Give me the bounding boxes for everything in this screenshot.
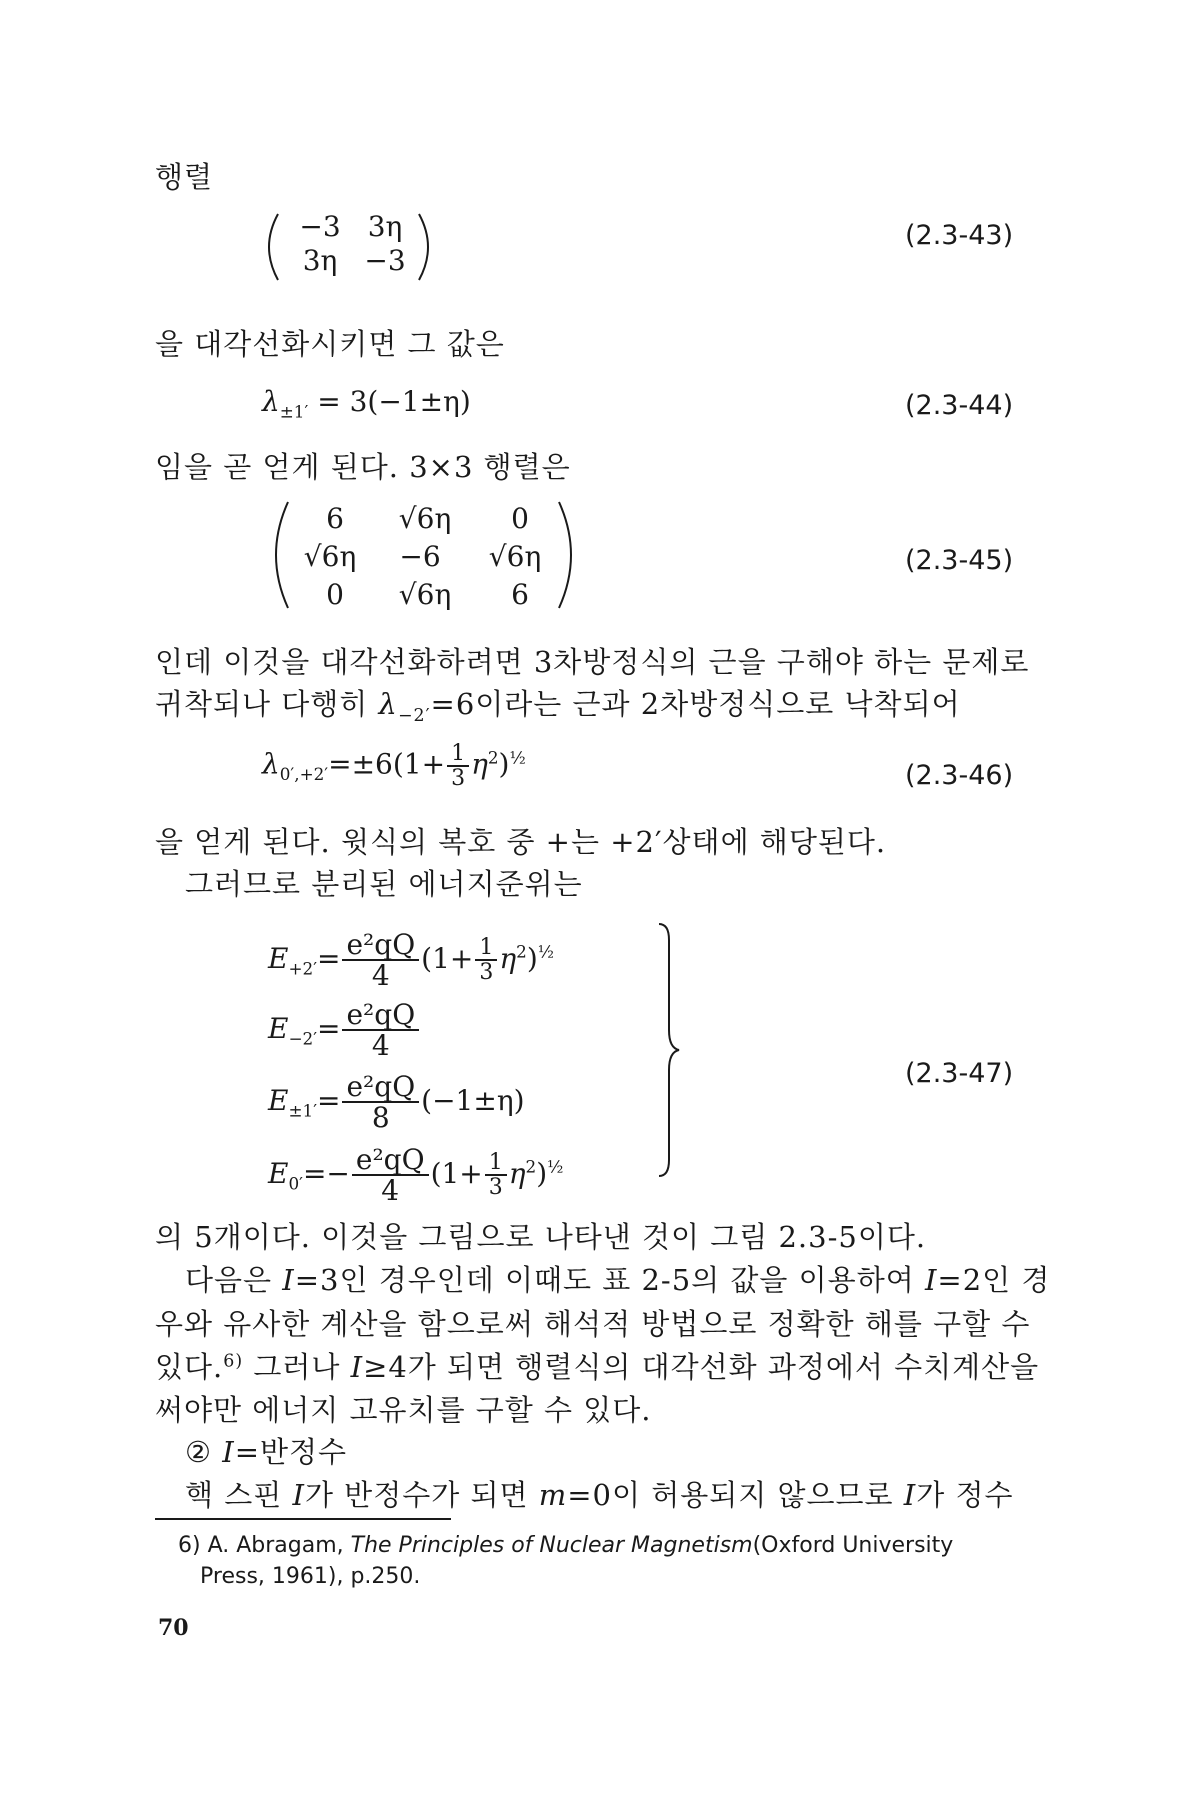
- text-line: [155, 1345, 1039, 1386]
- var: I: [903, 1478, 917, 1512]
- fraction: [475, 936, 497, 984]
- equation-2-3-46: [262, 742, 526, 790]
- denominator: 4: [371, 1029, 390, 1063]
- matrix-cell: −3: [364, 244, 406, 277]
- text-line: 우와 유사한 계산을 함으로써 해석적 방법으로 정확한 해를 구할 수: [155, 1307, 1031, 1341]
- tail: (−1±η): [421, 1083, 525, 1117]
- superscript: 2: [516, 941, 527, 962]
- subscript: ±1′: [279, 401, 309, 422]
- var: η: [471, 747, 488, 781]
- var: E: [268, 941, 289, 975]
- denominator: 4: [371, 959, 390, 993]
- numerator: e²qQ: [342, 1000, 419, 1031]
- var: η: [499, 941, 517, 975]
- matrix-cell: √6η: [488, 540, 542, 573]
- text-line: [185, 1258, 1050, 1299]
- energy-level-e-minus2: [268, 1000, 421, 1061]
- book-title: The Principles of Nuclear Magnetism: [350, 1533, 753, 1558]
- subscript: 0′: [288, 1173, 303, 1194]
- equals: =: [317, 941, 341, 975]
- rhs: =±6(1+: [328, 747, 446, 781]
- subscript: ±1′: [288, 1100, 318, 1121]
- text-span: =반정수: [234, 1435, 348, 1469]
- energy-level-e-pm1: [268, 1072, 525, 1133]
- text-span: 귀착되나 다행히: [155, 687, 379, 721]
- var: I: [350, 1350, 364, 1384]
- denominator: 3: [479, 960, 494, 986]
- matrix-cell: 6: [326, 502, 344, 535]
- var: I: [292, 1478, 305, 1512]
- var: E: [268, 1011, 289, 1045]
- numerator: e²qQ: [352, 1145, 429, 1176]
- paren: ): [536, 1156, 548, 1190]
- text-span: =2인 경: [937, 1263, 1051, 1297]
- text-span: ≥4가 되면 행렬식의 대각선화 과정에서 수치계산을: [363, 1350, 1040, 1384]
- right-paren: [415, 212, 439, 282]
- superscript: ½: [509, 747, 526, 768]
- superscript: 2: [487, 747, 499, 768]
- rhs: ): [498, 747, 510, 781]
- numerator: e²qQ: [342, 1072, 419, 1103]
- var: λ: [262, 747, 280, 781]
- equals: =: [317, 1011, 341, 1045]
- var: λ: [378, 687, 398, 721]
- denominator: 8: [371, 1101, 390, 1135]
- energy-level-e-0: [268, 1145, 563, 1206]
- equation-number: (2.3-43): [905, 220, 1014, 251]
- matrix-cell: 0: [511, 502, 529, 535]
- equation-2-3-44: [262, 385, 471, 422]
- text-line: [185, 1473, 1013, 1514]
- var: λ: [262, 385, 280, 418]
- var: I: [282, 1263, 295, 1297]
- left-paren: [262, 500, 292, 610]
- matrix-cell: √6η: [303, 540, 357, 573]
- var: η: [508, 1156, 526, 1190]
- var: E: [268, 1156, 289, 1190]
- superscript: 2: [525, 1156, 537, 1177]
- text-span: =6이라는 근과 2차방정식으로 낙착되어: [430, 687, 961, 721]
- paren: ): [526, 941, 538, 975]
- numerator: 1: [485, 1151, 507, 1176]
- equation-number: (2.3-44): [905, 390, 1014, 421]
- text-span: =0이 허용되지 않으므로: [567, 1478, 904, 1512]
- var: I: [924, 1263, 938, 1297]
- matrix-cell: 3η: [367, 210, 403, 243]
- numerator: 1: [475, 936, 497, 961]
- var: E: [268, 1083, 289, 1117]
- matrix-cell: 0: [326, 578, 344, 611]
- superscript: ½: [547, 1156, 564, 1177]
- matrix-cell: −3: [299, 210, 341, 243]
- numerator: 1: [447, 742, 469, 767]
- denominator: 3: [451, 766, 466, 792]
- superscript: ½: [537, 941, 555, 962]
- footnote-line: [178, 1533, 953, 1558]
- text-span: 6) A. Abragam,: [178, 1533, 351, 1558]
- paren: (1+: [430, 1156, 483, 1190]
- section-heading: [185, 1430, 347, 1471]
- text-span: 있다.: [155, 1350, 224, 1384]
- text-span: 핵 스핀: [185, 1478, 293, 1512]
- text-line: 을 대각선화시키면 그 값은: [155, 327, 505, 361]
- text-span: 가 정수: [916, 1478, 1014, 1512]
- text-line: 인데 이것을 대각선화하려면 3차방정식의 근을 구해야 하는 문제로: [155, 645, 1030, 679]
- matrix-cell: √6η: [398, 578, 452, 611]
- text-line: 임을 곧 얻게 된다. 3×3 행렬은: [155, 450, 571, 484]
- var: I: [222, 1435, 235, 1469]
- text-line: 써야만 에너지 고유치를 구할 수 있다.: [155, 1393, 652, 1427]
- var: m: [538, 1478, 568, 1512]
- text-line: 그러므로 분리된 에너지준위는: [185, 867, 583, 901]
- equals: =: [317, 1083, 341, 1117]
- matrix-cell: −6: [399, 540, 441, 573]
- page-number: 70: [158, 1615, 189, 1641]
- text-line: 을 얻게 된다. 윗식의 복호 중 +는 +2′상태에 해당된다.: [155, 825, 887, 859]
- numerator: e²qQ: [342, 930, 419, 961]
- text-line: 의 5개이다. 이것을 그림으로 나타낸 것이 그림 2.3-5이다.: [155, 1220, 927, 1254]
- text-span: 가 반정수가 되면: [304, 1478, 539, 1512]
- equation-number: (2.3-45): [905, 545, 1014, 576]
- denominator: 3: [488, 1175, 503, 1201]
- equals: =−: [302, 1156, 350, 1190]
- denominator: 4: [381, 1174, 400, 1208]
- right-brace: [655, 920, 685, 1180]
- footnote-rule: [155, 1518, 451, 1520]
- left-paren: [258, 212, 282, 282]
- matrix-cell: √6η: [398, 502, 452, 535]
- rhs: = 3(−1±η): [308, 385, 471, 418]
- text-span: =3인 경우인데 이때도 표 2-5의 값을 이용하여: [294, 1263, 925, 1297]
- fraction: [352, 1145, 429, 1206]
- fraction: [447, 742, 469, 790]
- matrix-cell: 3η: [302, 244, 338, 277]
- text-span: 그러나: [243, 1350, 351, 1384]
- fraction: [342, 1072, 419, 1133]
- fraction: [342, 1000, 419, 1061]
- text-line-matrix: 행렬: [155, 160, 214, 194]
- right-paren: [555, 500, 585, 610]
- equation-number: (2.3-47): [905, 1058, 1014, 1089]
- text-span: ②: [185, 1435, 223, 1469]
- fraction: [342, 930, 419, 991]
- subscript: −2′: [397, 705, 431, 726]
- text-span: (Oxford University: [752, 1533, 954, 1558]
- text-line: [155, 682, 961, 726]
- equation-number: (2.3-46): [905, 760, 1014, 791]
- subscript: +2′: [288, 958, 318, 979]
- matrix-cell: 6: [511, 578, 529, 611]
- fraction: [485, 1151, 507, 1199]
- subscript: −2′: [288, 1028, 318, 1049]
- subscript: 0′,+2′: [279, 764, 329, 785]
- footnote-ref: 6): [223, 1351, 244, 1372]
- energy-level-e-plus2: [268, 930, 554, 991]
- footnote-line: Press, 1961), p.250.: [200, 1564, 421, 1589]
- text-span: 다음은: [185, 1263, 283, 1297]
- paren: (1+: [421, 941, 474, 975]
